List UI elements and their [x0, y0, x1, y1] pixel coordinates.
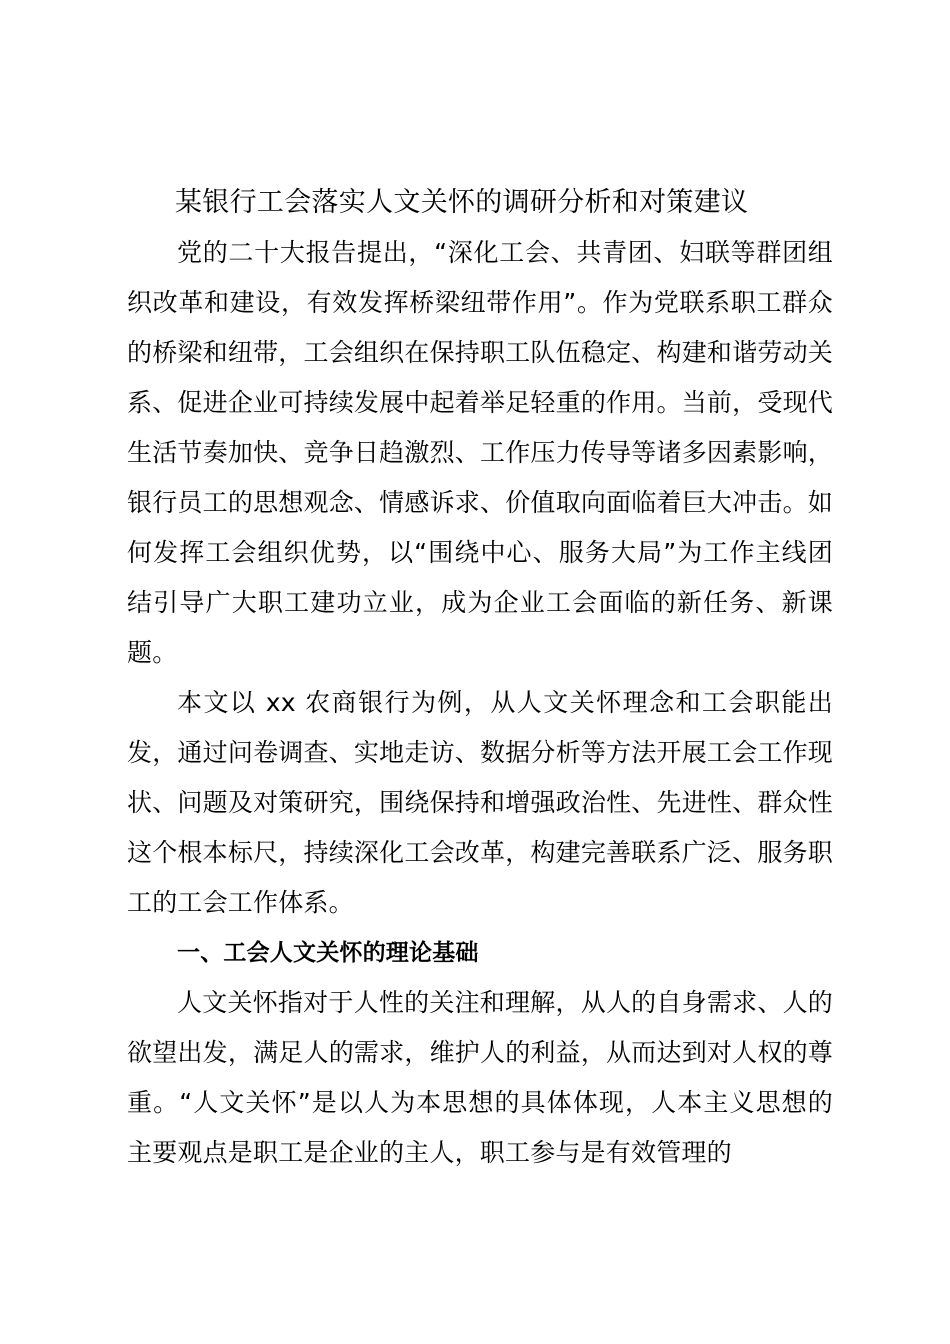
document-body — [127, 178, 833, 1178]
document-title: 某银行工会落实人文关怀的调研分析和对策建议 — [175, 187, 749, 218]
paragraph-scope: 本文以 xx 农商银行为例，从人文关怀理念和工会职能出发，通过问卷调查、实地走访、数据分析等方法开展工会工作现状、问题及对策研究，围绕保持和增强政治性、先进性、群众性这个根本标尺，持续深化工会改革，构建完善联系广泛、服务职工的工会工作体系。 — [127, 688, 833, 917]
paragraph-theory: 人文关怀指对于人性的关注和理解，从人的自身需求、人的欲望出发，满足人的需求，维护人的利益，从而达到对人权的尊重。“人文关怀”是以人为本思想的具体体现，人本主义思想的主要观点是职工是企业的主人，职工参与是有效管理的 — [127, 988, 833, 1167]
paragraph-intro: 党的二十大报告提出，“深化工会、共青团、妇联等群团组织改革和建设，有效发挥桥梁纽带作用”。作为党联系职工群众的桥梁和纽带，工会组织在保持职工队伍稳定、构建和谐劳动关系、促进企业可持续发展中起着举足轻重的作用。当前，受现代生活节奏加快、竞争日趋激烈、工作压力传导等诸多因素影响，银行员工的思想观念、情感诉求、价值取向面临着巨大冲击。如何发挥工会组织优势，以“围绕中心、服务大局”为工作主线团结引导广大职工建功立业，成为企业工会面临的新任务、新课题。 — [127, 238, 833, 667]
section-heading: 一、工会人文关怀的理论基础 — [177, 940, 479, 966]
